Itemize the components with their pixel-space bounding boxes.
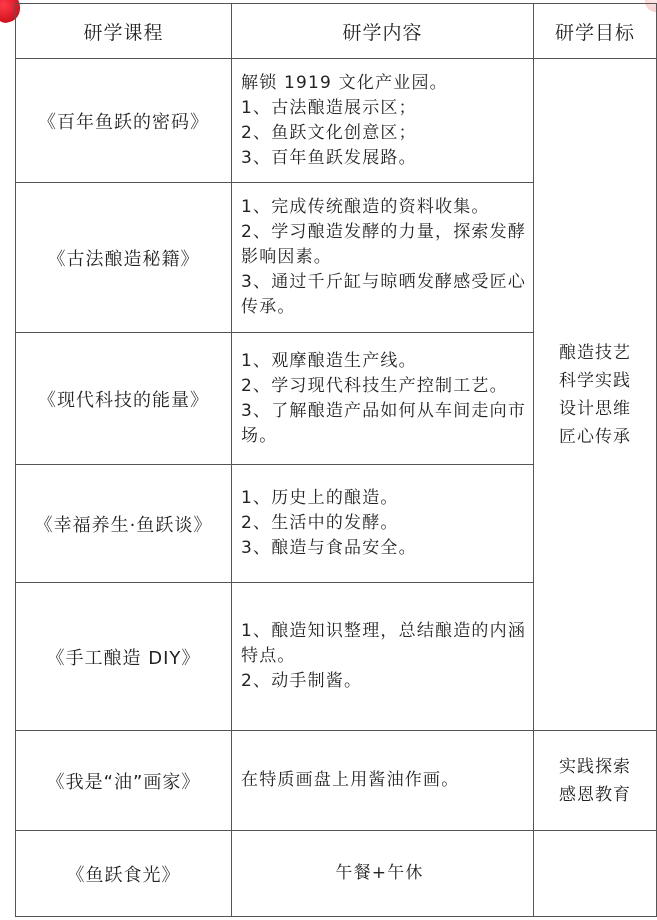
content-line: 1、完成传统酿造的资料收集。 xyxy=(241,197,490,217)
content-line: 3、通过千斤缸与晾晒发酵感受匠心传承。 xyxy=(241,272,527,317)
course-content xyxy=(232,59,534,183)
content-line: 2、生活中的发酵。 xyxy=(241,513,399,533)
course-name: 《手工酿造 DIY》 xyxy=(16,583,232,731)
goal-line: 科学实践 xyxy=(559,370,631,391)
content-line: 午餐+午休 xyxy=(335,863,424,883)
course-content xyxy=(232,831,534,917)
content-line: 1、古法酿造展示区； xyxy=(241,97,417,118)
content-line: 2、动手制酱。 xyxy=(241,671,363,691)
goal-line: 感恩教育 xyxy=(559,784,631,805)
header-content: 研学内容 xyxy=(232,4,534,59)
course-goal-group-1 xyxy=(534,59,657,731)
study-course-table xyxy=(15,3,657,917)
content-line: 1、历史上的酿造。 xyxy=(241,488,399,508)
course-content xyxy=(232,333,534,465)
goal-line: 酿造技艺 xyxy=(559,342,631,363)
course-name: 《百年鱼跃的密码》 xyxy=(16,59,232,183)
course-goal-group-2 xyxy=(534,731,657,831)
content-line: 2、学习现代科技生产控制工艺。 xyxy=(241,375,508,396)
table-row xyxy=(16,831,657,917)
content-line: 3、了解酿造产品如何从车间走向市场。 xyxy=(241,400,527,446)
course-name: 《幸福养生·鱼跃谈》 xyxy=(16,465,232,583)
header-goal: 研学目标 xyxy=(534,4,657,59)
content-line: 2、鱼跃文化创意区； xyxy=(241,122,417,143)
content-line: 1、酿造知识整理，总结酿造的内涵特点。 xyxy=(241,621,527,666)
goal-line: 实践探索 xyxy=(559,756,631,777)
course-content xyxy=(232,465,534,583)
content-line: 在特质画盘上用酱油作画。 xyxy=(241,770,460,790)
table-row xyxy=(16,731,657,831)
header-course: 研学课程 xyxy=(16,4,232,59)
course-goal-group-3 xyxy=(534,831,657,917)
course-name: 《我是“油”画家》 xyxy=(16,731,232,831)
goal-line: 设计思维 xyxy=(559,398,631,419)
content-line: 3、百年鱼跃发展路。 xyxy=(241,147,417,168)
course-name: 《古法酿造秘籍》 xyxy=(16,183,232,333)
course-content xyxy=(232,731,534,831)
content-line: 解锁 1919 文化产业园。 xyxy=(241,72,448,93)
course-name: 《鱼跃食光》 xyxy=(16,831,232,917)
course-content xyxy=(232,183,534,333)
table-header-row xyxy=(16,4,657,59)
course-name: 《现代科技的能量》 xyxy=(16,333,232,465)
course-content xyxy=(232,583,534,731)
content-line: 3、酿造与食品安全。 xyxy=(241,538,417,558)
table-row xyxy=(16,59,657,183)
content-line: 1、观摩酿造生产线。 xyxy=(241,350,417,371)
goal-line: 匠心传承 xyxy=(559,426,631,447)
content-line: 2、学习酿造发酵的力量，探索发酵影响因素。 xyxy=(241,222,527,267)
